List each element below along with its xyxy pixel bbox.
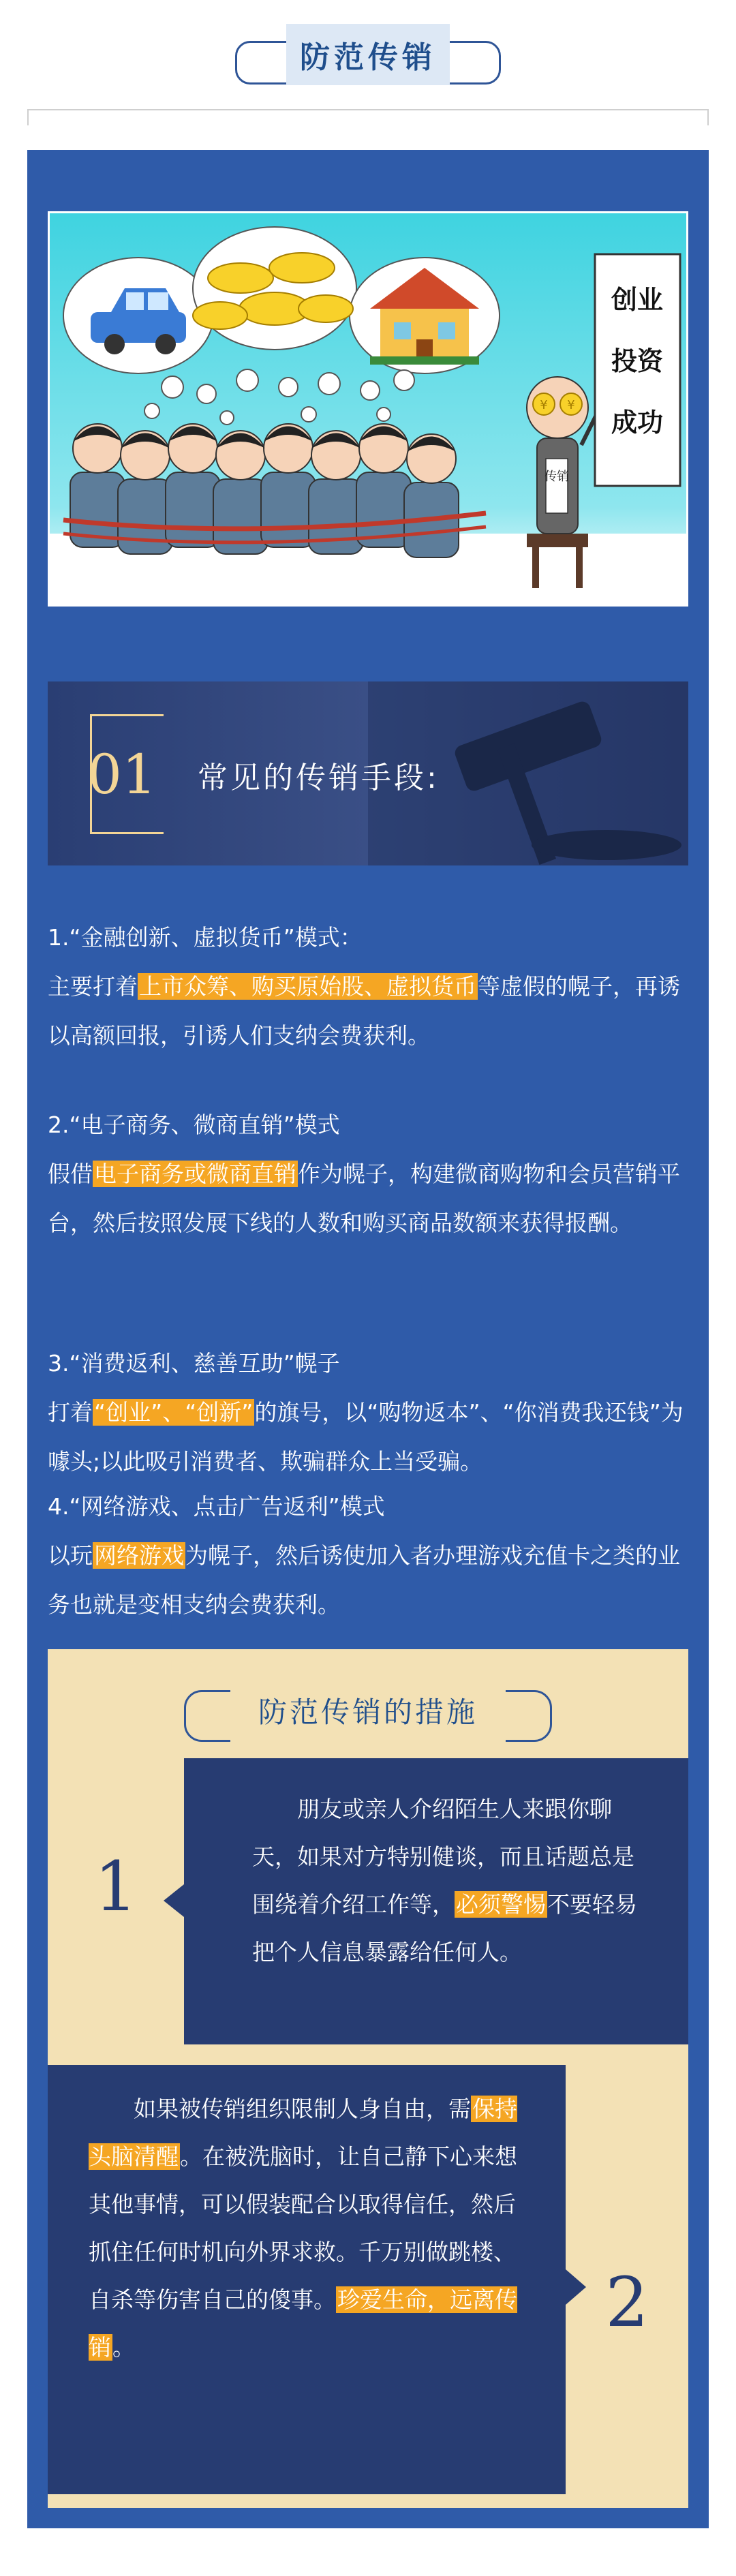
measure-number-2: 2 xyxy=(605,2263,649,2342)
list-item-body: 假借电子商务或微商直销作为幌子，构建微商购物和会员营销平台，然后按照发展下线的人数和购买商品数额来获得报酬。 xyxy=(48,1161,680,1236)
measure-text-1: 朋友或亲人介绍陌生人来跟你聊天，如果对方特别健谈，而且话题总是围绕着介绍工作等，必须警惕不要轻易把个人信息暴露给任何人。 xyxy=(252,1796,637,1965)
list-item-body: 主要打着上市众筹、购买原始股、虚拟货币等虚假的幌子，再诱以高额回报，引诱人们支纳会费获利。 xyxy=(48,973,680,1049)
highlight-text: 保持头脑清醒 xyxy=(89,2096,517,2170)
measure-number-1: 1 xyxy=(94,1847,138,1927)
card-pointer xyxy=(164,1884,184,1917)
placard-board xyxy=(595,254,680,486)
divider-left-tick xyxy=(27,109,29,125)
coin-eye-right: ¥ xyxy=(567,398,575,412)
divider-right-tick xyxy=(707,109,709,125)
list-item xyxy=(48,1482,695,1629)
list-item xyxy=(48,913,695,1060)
crowd-illustration xyxy=(63,424,486,557)
list-item xyxy=(48,1101,695,1248)
highlight-text: 必须警惕 xyxy=(456,1891,546,1918)
board-text-2: 投资 xyxy=(611,346,664,376)
highlight-text: 珍爱生命，远离传销 xyxy=(89,2286,517,2361)
list-item-title: 2.“电子商务、微商直销”模式 xyxy=(48,1111,340,1138)
coin-eye-left: ¥ xyxy=(540,398,548,412)
measure-text-2: 如果被传销组织限制人身自由，需保持头脑清醒。在被洗脑时，让自己静下心来想其他事情，可以假装配合以取得信任，然后抓住任何时机向外界求救。千万别做跳楼、自杀等伤害自己的傻事。珍爱生命，远离传销。 xyxy=(89,2096,517,2361)
highlight-text: “创业”、“创新” xyxy=(94,1399,254,1426)
board-text-1: 创业 xyxy=(611,285,664,315)
section-banner xyxy=(48,681,688,865)
highlight-text: 网络游戏 xyxy=(94,1542,184,1569)
sash-text: 传销 xyxy=(545,470,569,484)
list-item-title: 3.“消费返利、慈善互助”幌子 xyxy=(48,1350,340,1377)
list-item-title: 4.“网络游戏、点击广告返利”模式 xyxy=(48,1493,385,1520)
measures-title: 防范传销的措施 xyxy=(230,1675,506,1746)
section-number: 01 xyxy=(87,743,157,806)
highlight-text: 上市众筹、购买原始股、虚拟货币 xyxy=(139,973,476,1000)
list-item xyxy=(48,1339,695,1486)
measure-card-1 xyxy=(184,1758,688,2044)
highlight-text: 电子商务或微商直销 xyxy=(94,1161,296,1187)
mlm-cartoon-illustration xyxy=(50,213,686,604)
page-title: 防范传销 xyxy=(286,24,450,85)
list-item-title: 1.“金融创新、虚拟货币”模式： xyxy=(48,924,363,951)
illustration-image xyxy=(48,211,688,607)
divider xyxy=(27,109,709,110)
measures-section xyxy=(48,1649,688,2508)
list-item-body: 打着“创业”、“创新”的旗号，以“购物返本”、“你消费我还钱”为噱头;以此吸引消费者、欺骗群众上当受骗。 xyxy=(48,1399,684,1475)
measure-card-2 xyxy=(48,2065,566,2494)
list-item-body: 以玩网络游戏为幌子，然后诱使加入者办理游戏充值卡之类的业务也就是变相支纳会费获利。 xyxy=(48,1542,680,1618)
board-text-3: 成功 xyxy=(611,408,664,438)
section-heading: 常见的传销手段: xyxy=(198,761,440,795)
